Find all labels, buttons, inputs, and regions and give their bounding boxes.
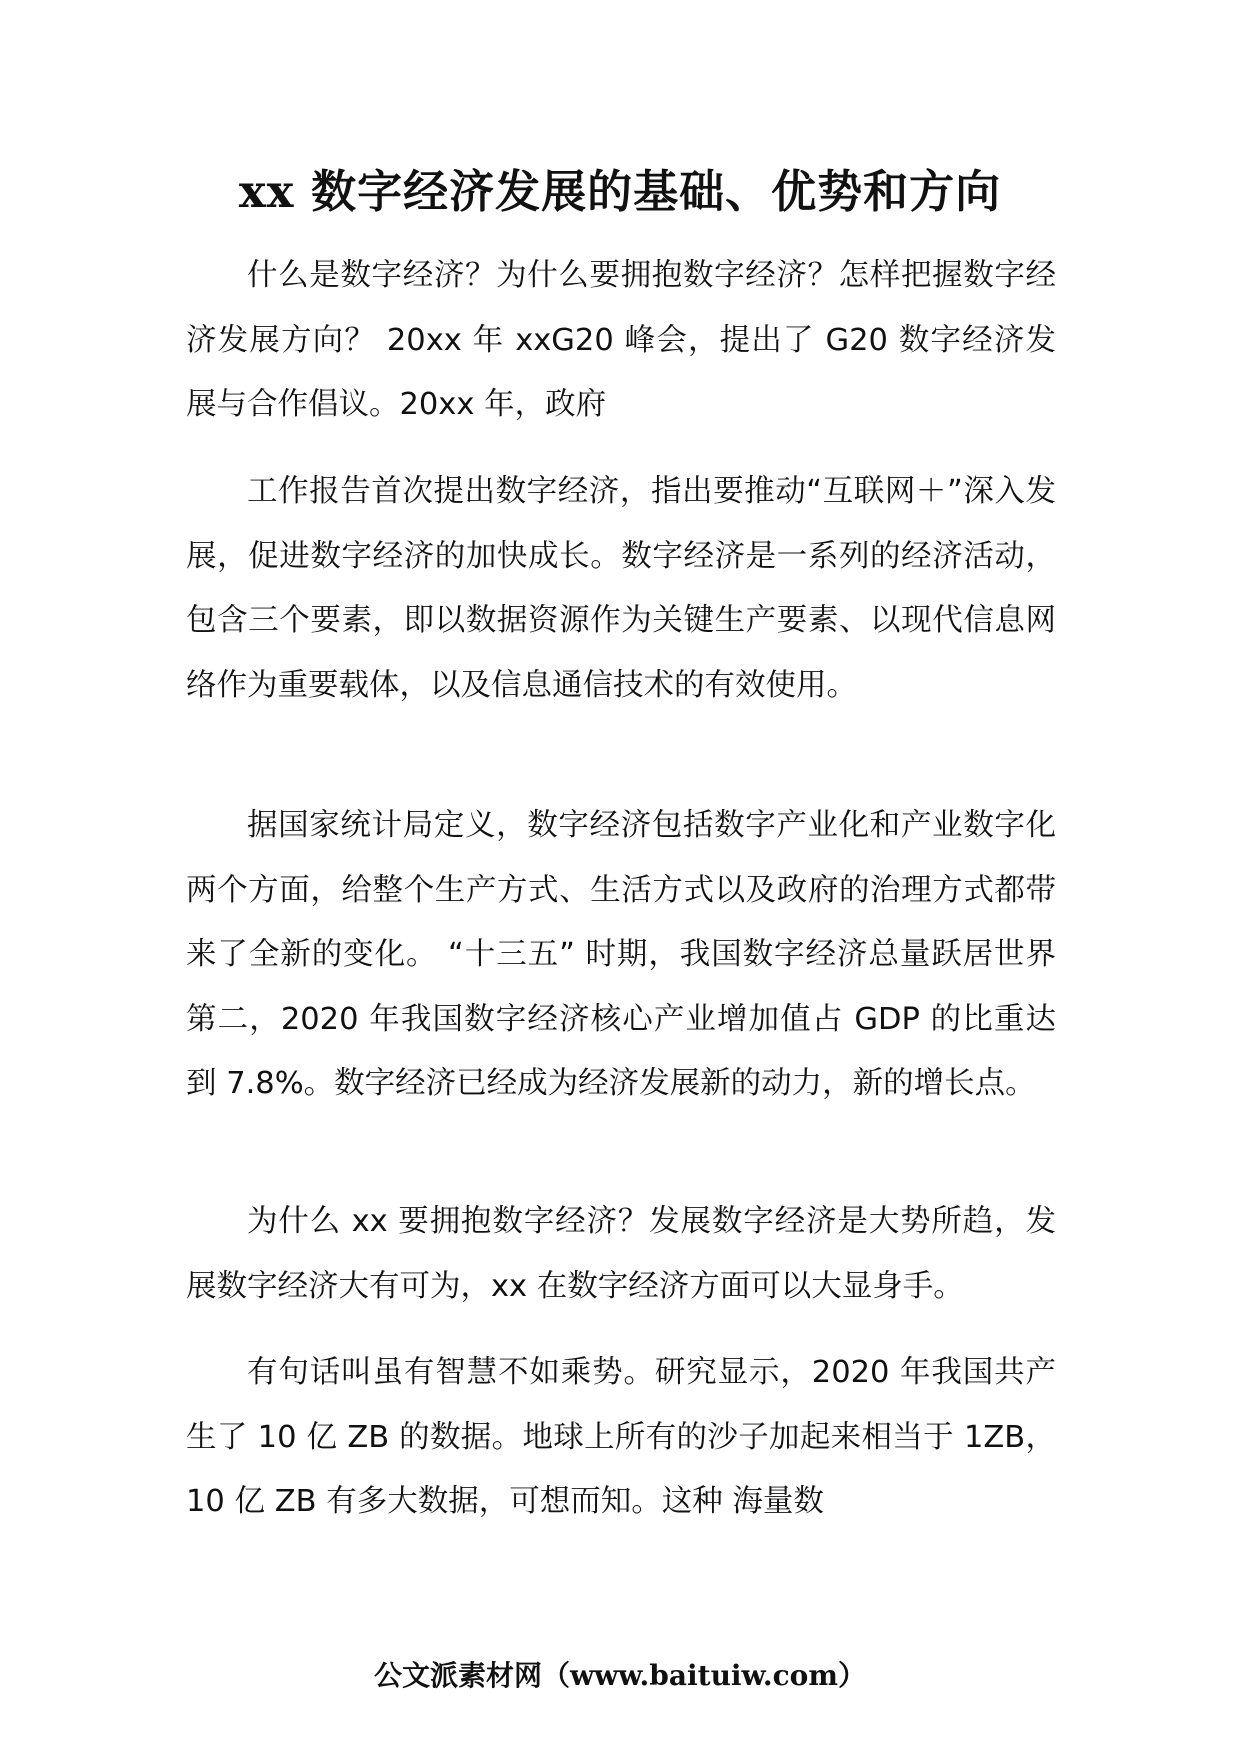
paragraph-text: 工作报告首次提出数字经济，指出要推动“互联网＋”深入发展，促进数字经济的加快成长。数字经济是一系列的经济活动，包含三个要素，即以数据资源作为关键生产要素、以现代信息网络作为重要载体，以及信息通信技术的有效使用。 — [186, 474, 1056, 703]
paragraph-text: 为什么 xx 要拥抱数字经济？发展数字经济是大势所趋，发展数字经济大有可为，xx 在数字经济方面可以大显身手。 — [186, 1204, 1056, 1304]
title-main: 数字经济发展的基础、优势和方向 — [311, 165, 1002, 218]
paragraph-3 — [186, 794, 1056, 1117]
footer-watermark: 公文派素材网（www.baituiw.com） — [374, 1659, 866, 1692]
paragraph-4 — [186, 1190, 1056, 1319]
document-title — [0, 162, 1240, 222]
paragraph-text: 有句话叫虽有智慧不如乘势。研究显示，2020 年我国共产生了 10 亿 ZB 的数据。地球上所有的沙子加起来相当于 1ZB，10 亿 ZB 有多大数据，可想而知。这种 海量数 — [186, 1355, 1056, 1519]
title-prefix: xx — [238, 165, 295, 218]
paragraph-2 — [186, 460, 1056, 718]
paragraph-text: 什么是数字经济？为什么要拥抱数字经济？怎样把握数字经济发展方向？ 20xx 年 xxG20 峰会，提出了 G20 数字经济发展与合作倡议。20xx 年，政府 — [186, 258, 1056, 422]
paragraph-5 — [186, 1341, 1056, 1535]
paragraph-text: 据国家统计局定义，数字经济包括数字产业化和产业数字化两个方面，给整个生产方式、生活方式以及政府的治理方式都带来了全新的变化。 “十三五” 时期，我国数字经济总量跃居世界第二，2020 年我国数字经济核心产业增加值占 GDP 的比重达到 7.8%。数字经济已经成为经济发展新的动力，新的增长点。 — [186, 808, 1056, 1101]
paragraph-1 — [186, 244, 1056, 438]
